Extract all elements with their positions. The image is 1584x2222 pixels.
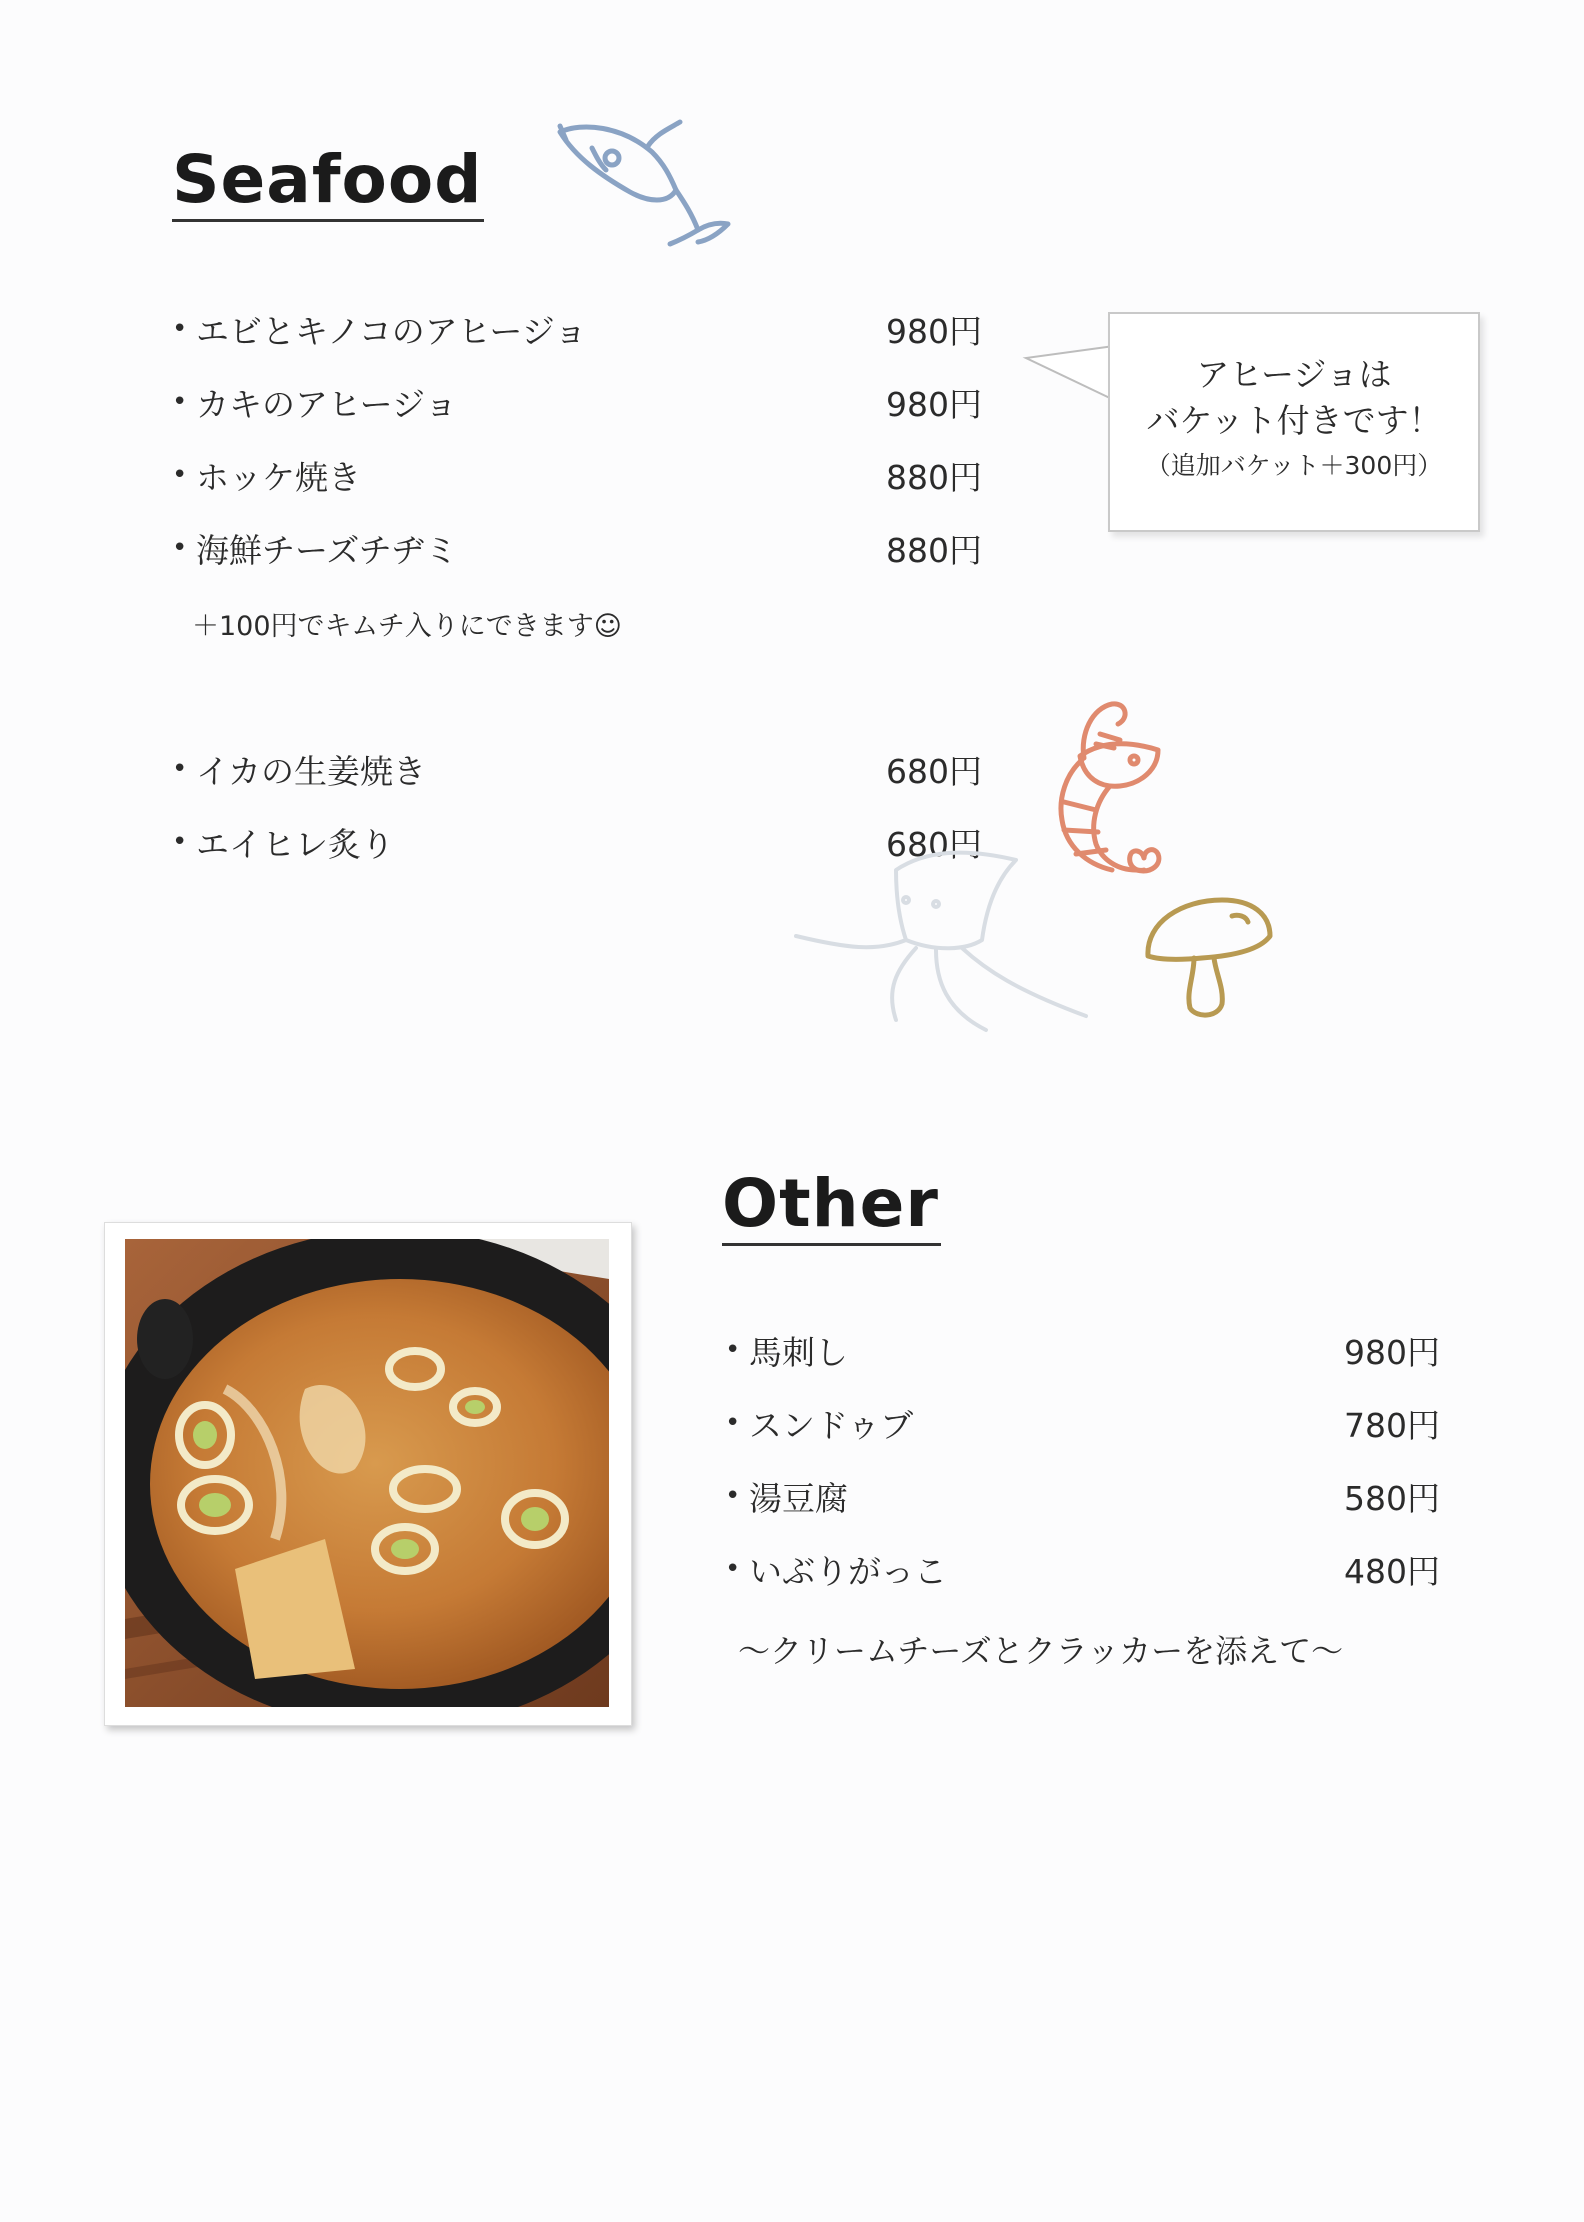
menu-item [172,744,982,794]
callout-line: アヒージョは [1196,355,1392,394]
bullet: • [172,314,188,344]
item-price: 980円 [1344,1332,1440,1372]
menu-item [172,450,982,500]
menu-item [725,1325,1440,1375]
sundubu-photo [125,1239,609,1707]
menu-item [725,1471,1440,1521]
bullet: • [172,827,188,857]
cream-cheese-note: ～クリームチーズとクラッカーを添えて～ [738,1632,1344,1670]
squid-icon [786,840,1096,1050]
item-price: 780円 [1344,1405,1440,1445]
kimchi-note: ＋100円でキムチ入りにできます☺ [192,611,622,642]
item-name: いぶりがっこ [749,1551,947,1591]
callout-subnote: （追加バケット＋300円） [1145,451,1443,480]
bullet: • [725,1408,741,1438]
item-name: エビとキノコのアヒージョ [196,311,588,351]
menu-item [172,523,982,573]
bullet: • [172,754,188,784]
item-price: 880円 [886,457,982,497]
ajillo-callout [1108,312,1480,532]
item-price: 680円 [886,751,982,791]
item-name: スンドゥブ [749,1405,914,1445]
item-name: カキのアヒージョ [196,384,458,424]
other-title: Other [722,1168,941,1246]
menu-item [725,1398,1440,1448]
callout-line: バケット付きです！ [1146,401,1442,440]
bullet: • [725,1554,741,1584]
menu-item [725,1544,1440,1594]
item-price: 880円 [886,530,982,570]
bullet: • [725,1335,741,1365]
item-price: 480円 [1344,1551,1440,1591]
item-name: イカの生姜焼き [196,751,427,791]
item-name: エイヒレ炙り [196,824,394,864]
mushroom-icon [1142,892,1278,1022]
item-price: 680円 [886,824,982,864]
bullet: • [172,533,188,563]
bullet: • [172,460,188,490]
item-name: 海鮮チーズチヂミ [196,530,458,570]
bullet: • [172,387,188,417]
menu-item [172,304,982,354]
item-name: 湯豆腐 [749,1478,848,1518]
fish-icon [552,118,736,250]
food-photo-frame [104,1222,632,1726]
menu-item [172,377,982,427]
item-name: ホッケ焼き [196,457,361,497]
seafood-title: Seafood [172,144,484,222]
speech-bubble-tail [1022,340,1118,420]
item-price: 980円 [886,384,982,424]
item-price: 980円 [886,311,982,351]
item-name: 馬刺し [749,1332,848,1372]
bullet: • [725,1481,741,1511]
item-price: 580円 [1344,1478,1440,1518]
